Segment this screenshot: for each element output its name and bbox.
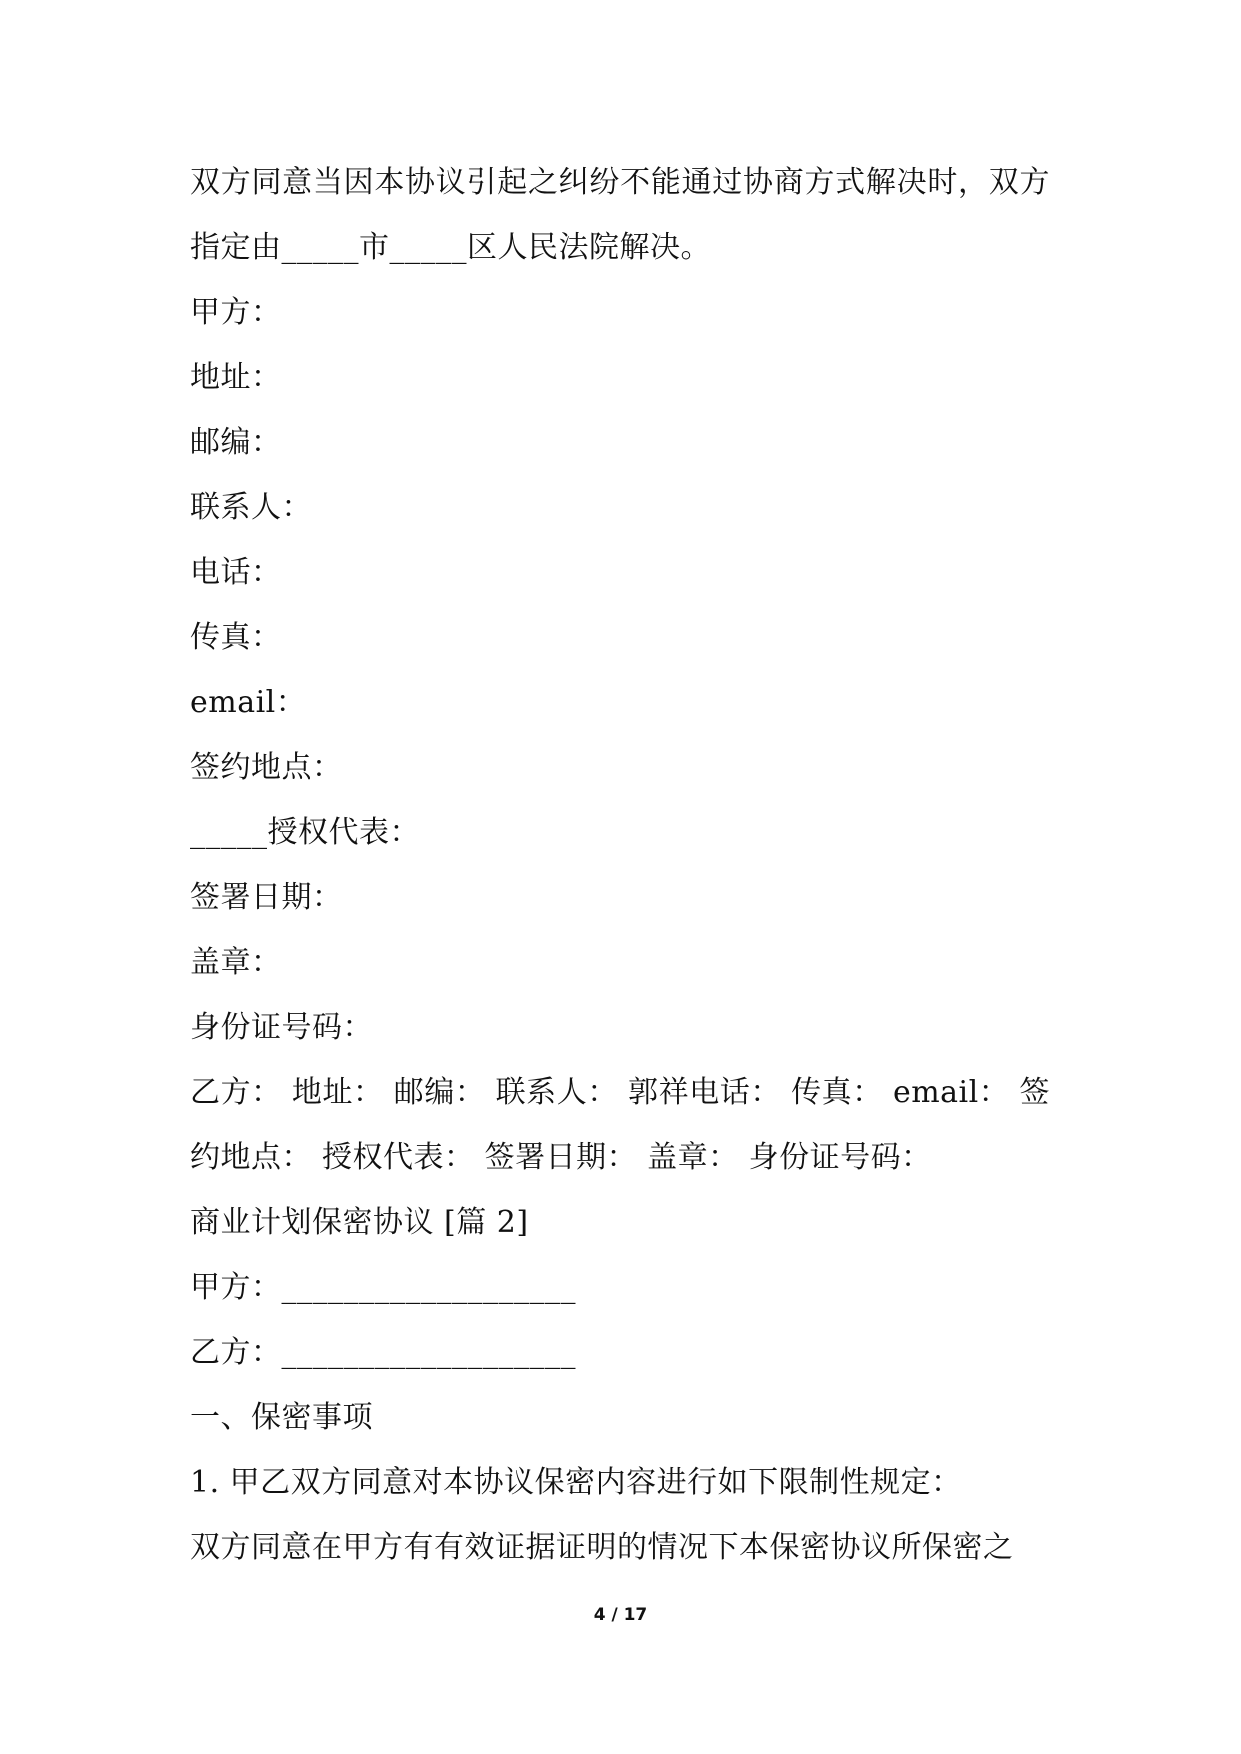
fax-label: 传真： — [190, 620, 282, 655]
representative-label: _____授权代表： — [190, 815, 420, 850]
signing-place-label: 签约地点： — [190, 750, 343, 785]
paragraph-line: 双方同意当因本协议引起之纠纷不能通过协商方式解决时，双方 — [190, 165, 1050, 200]
contact-label: 联系人： — [190, 490, 312, 525]
signing-date-label: 签署日期： — [190, 880, 343, 915]
phone-label: 电话： — [190, 555, 282, 590]
email-label: email： — [190, 685, 307, 720]
address-label: 地址： — [190, 360, 282, 395]
clause-item: 1. 甲乙双方同意对本协议保密内容进行如下限制性规定： — [190, 1465, 962, 1500]
party-a-label: 甲方： — [190, 295, 282, 330]
section-title: 商业计划保密协议 [篇 2] — [190, 1205, 529, 1240]
document-body — [190, 150, 1050, 1580]
party-b-fields-line: 乙方： 地址： 邮编： 联系人： 郭祥电话： 传真： email： 签 — [190, 1075, 1050, 1110]
seal-label: 盖章： — [190, 945, 282, 980]
party-b-fields-line: 约地点： 授权代表： 签署日期： 盖章： 身份证号码： — [190, 1140, 932, 1175]
postcode-label: 邮编： — [190, 425, 282, 460]
paragraph-line: 双方同意在甲方有有效证据证明的情况下本保密协议所保密之 — [190, 1530, 1014, 1565]
page-number: 4 / 17 — [593, 1605, 648, 1625]
paragraph-line: 指定由_____市_____区人民法院解决。 — [190, 230, 711, 265]
id-number-label: 身份证号码： — [190, 1010, 373, 1045]
party-a-line: 甲方：___________________ — [190, 1270, 576, 1305]
party-b-line: 乙方：___________________ — [190, 1335, 576, 1370]
clause-heading: 一、保密事项 — [190, 1400, 373, 1435]
